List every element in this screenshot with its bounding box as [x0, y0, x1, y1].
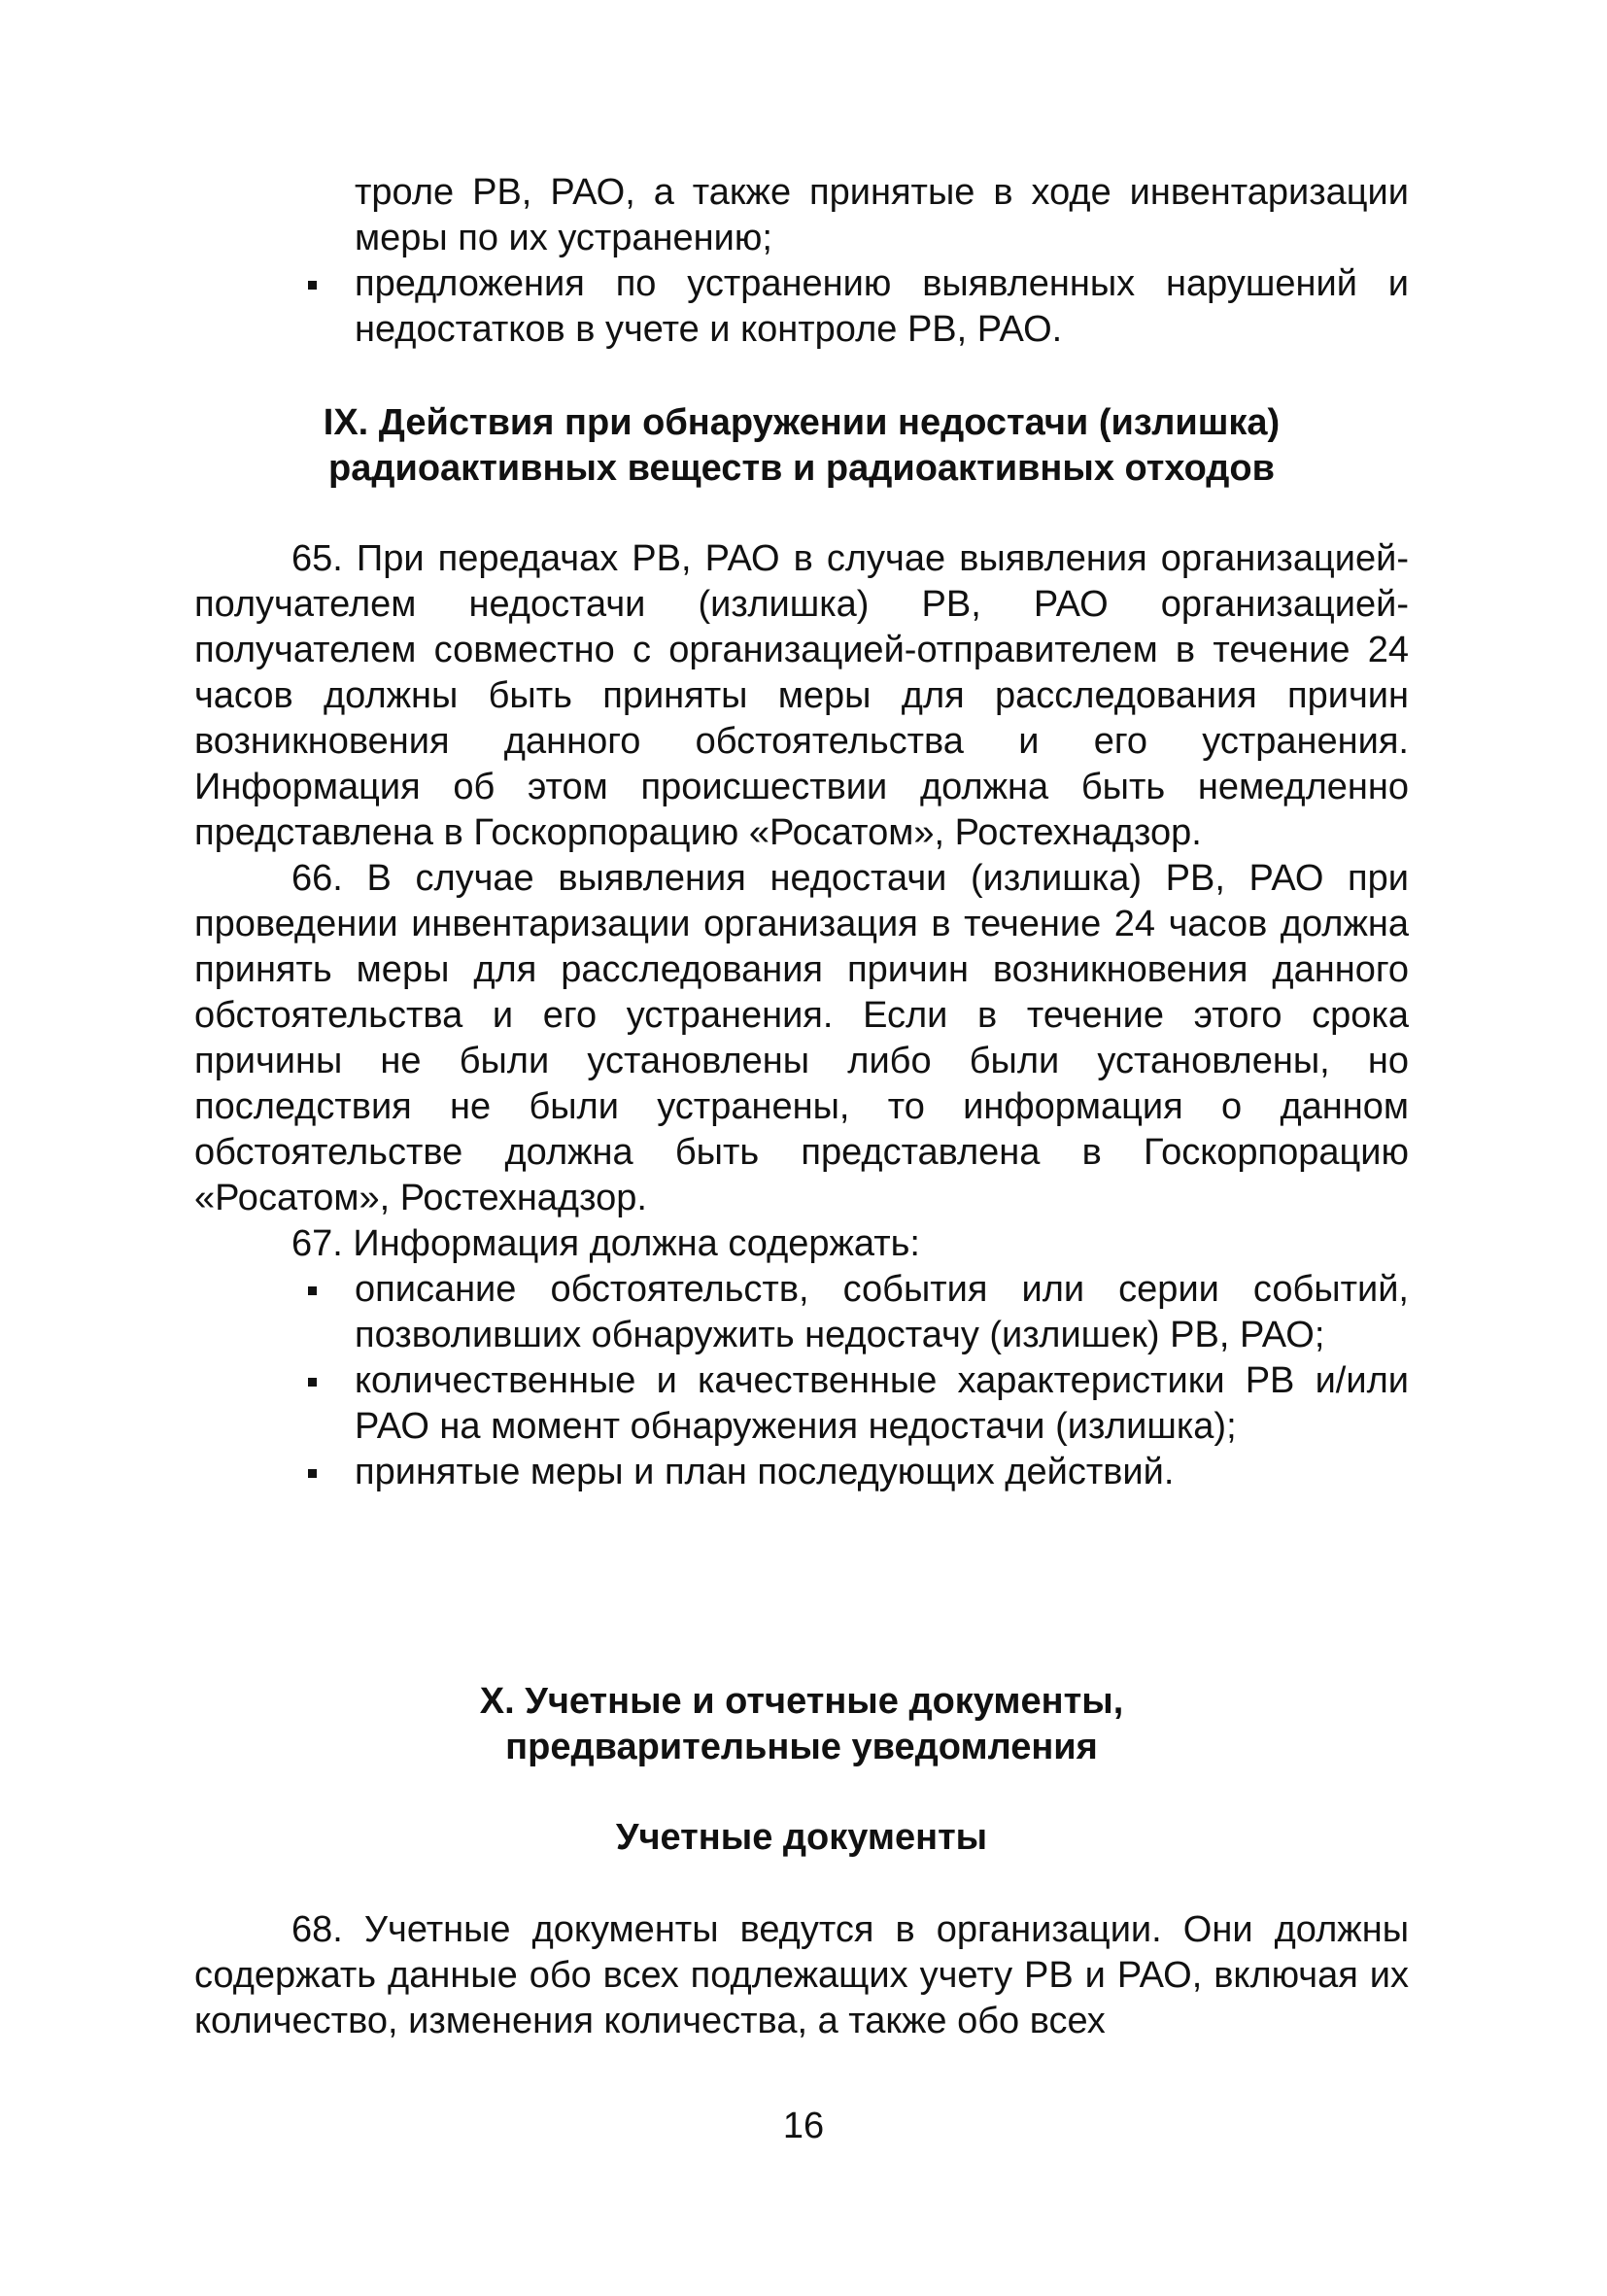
- paragraph-67: 67. Информация должна содержать:: [291, 1223, 920, 1264]
- section-x-body: [194, 1907, 1409, 2044]
- list-item: количественные и качественные характеристики РВ и/или РАО на момент обнаружения недостачи (излишка);: [194, 1358, 1409, 1450]
- section-heading-ix: IX. Действия при обнаружении недостачи (излишка) радиоактивных веществ и радиоактивных отходов: [323, 402, 1281, 489]
- subsection-heading: Учетные документы: [615, 1817, 988, 1858]
- section-heading-x: X. Учетные и отчетные документы, предварительные уведомления: [479, 1681, 1124, 1767]
- paragraph-65: 65. При передачах РВ, РАО в случае выявления организацией-получателем недостачи (излишка) РВ, РАО организацией-получателем совместно с организацией-отправителем в течение 24 часов должны быть приняты меры для расследования причин возникновения данного обстоятельства и его устранения. Информация об этом происшествии должна быть немедленно представлена в Госкорпорацию «Росатом», Ростехнадзор.: [194, 538, 1409, 853]
- bullet-list: [194, 261, 1409, 353]
- bullet-list: [194, 1267, 1409, 1495]
- list-item: предложения по устранению выявленных нарушений и недостатков в учете и контроле РВ, РАО.: [194, 261, 1409, 353]
- top-bullet-list: [194, 170, 1409, 353]
- bullet-continuation: троле РВ, РАО, а также принятые в ходе инвентаризации меры по их устранению;: [355, 172, 1409, 258]
- section-ix-body: [194, 536, 1409, 1495]
- list-item: описание обстоятельств, события или серии событий, позволивших обнаружить недостачу (излишек) РВ, РАО;: [194, 1267, 1409, 1358]
- page-number: 16: [782, 2106, 825, 2146]
- list-item: принятые меры и план последующих действий.: [194, 1450, 1409, 1495]
- paragraph-66: 66. В случае выявления недостачи (излишка) РВ, РАО при проведении инвентаризации организация в течение 24 часов должна принять меры для расследования причин возникновения данного обстоятельства и его устранения. Если в течение этого срока причины не были установлены либо были установлены, но последствия не были устранены, то информация о данном обстоятельстве должна быть представлена в Госкорпорацию «Росатом», Ростехнадзор.: [194, 858, 1409, 1218]
- paragraph-68: 68. Учетные документы ведутся в организации. Они должны содержать данные обо всех подлежащих учету РВ и РАО, включая их количество, изменения количества, а также обо всех: [194, 1909, 1409, 2041]
